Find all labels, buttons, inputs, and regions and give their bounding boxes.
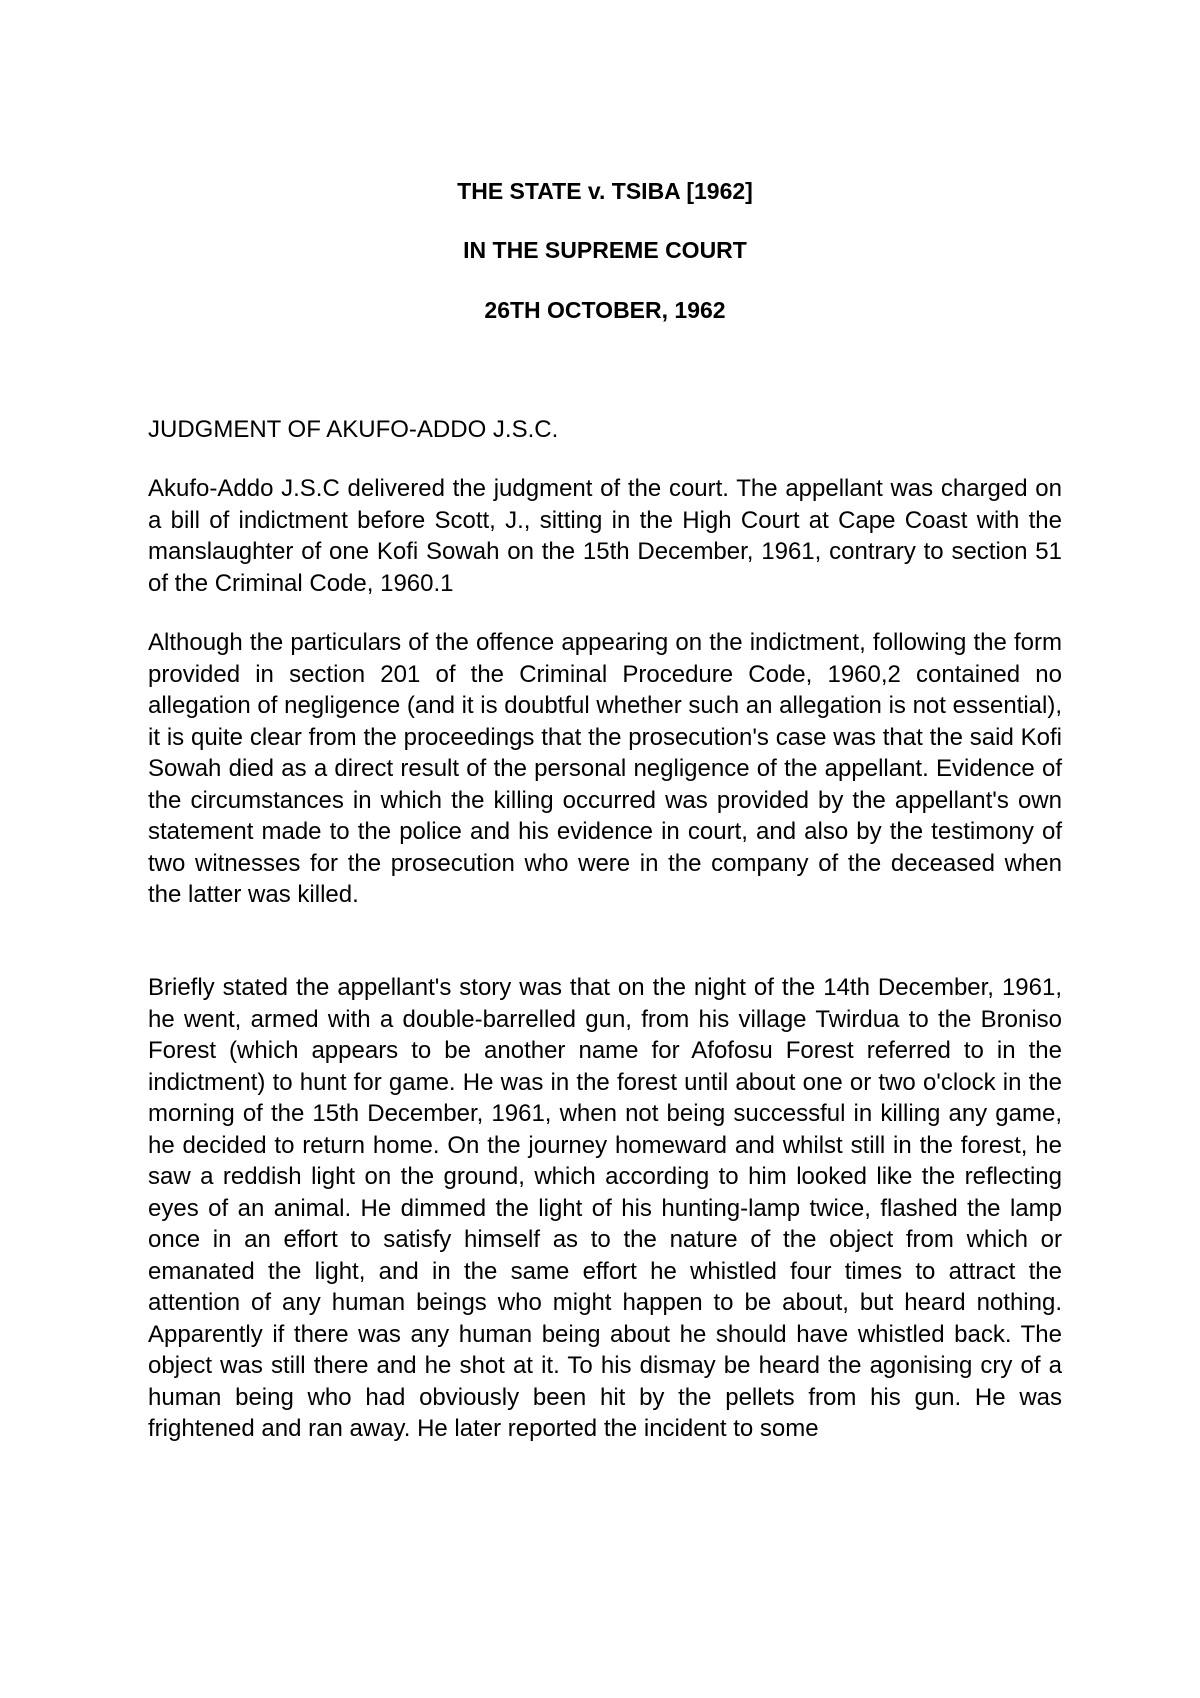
judgment-heading: JUDGMENT OF AKUFO-ADDO J.S.C.: [148, 416, 559, 443]
court-name: IN THE SUPREME COURT: [463, 237, 747, 263]
case-title: THE STATE v. TSIBA [1962]: [457, 178, 753, 204]
paragraph-1: Akufo-Addo J.S.C delivered the judgment of the court. The appellant was charged on a bill of indictment before Scott, J., sitting in the High Court at Cape Coast with the manslaughter of one Kofi Sowah on the 15th December, 1961, contrary to section 51 of the Criminal Code, 1960.1: [148, 475, 1062, 597]
judgment-date: 26TH OCTOBER, 1962: [484, 297, 726, 323]
paragraph-3: Briefly stated the appellant's story was that on the night of the 14th December, 1961, he went, armed with a double-barrelled gun, from his village Twirdua to the Broniso Forest (which appears to be another name for Afofosu Forest referred to in the indictment) to hunt for game. He was in the forest until about one or two o'clock in the morning of the 15th December, 1961, when not being successful in killing any game, he decided to return home. On the journey homeward and whilst still in the forest, he saw a reddish light on the ground, which according to him looked like the reflecting eyes of an animal. He dimmed the light of his hunting-lamp twice, flashed the lamp once in an effort to satisfy himself as to the nature of the object from which or emanated the light, and in the same effort he whistled four times to attract the attention of any human beings who might happen to be about, but heard nothing. Apparently if there was any human being about he should have whistled back. The object was still there and he shot at it. To his dismay be heard the agonising cry of a human being who had obviously been hit by the pellets from his gun. He was frightened and ran away. He later reported the incident to some: [148, 974, 1062, 1442]
paragraph-2: Although the particulars of the offence appearing on the indictment, following the form provided in section 201 of the Criminal Procedure Code, 1960,2 contained no allegation of negligence (and it is doubtful whether such an allegation is not essential), it is quite clear from the proceedings that the prosecution's case was that the said Kofi Sowah died as a direct result of the personal negligence of the appellant. Evidence of the circumstances in which the killing occurred was provided by the appellant's own statement made to the police and his evidence in court, and also by the testimony of two witnesses for the prosecution who were in the company of the deceased when the latter was killed.: [148, 629, 1062, 908]
